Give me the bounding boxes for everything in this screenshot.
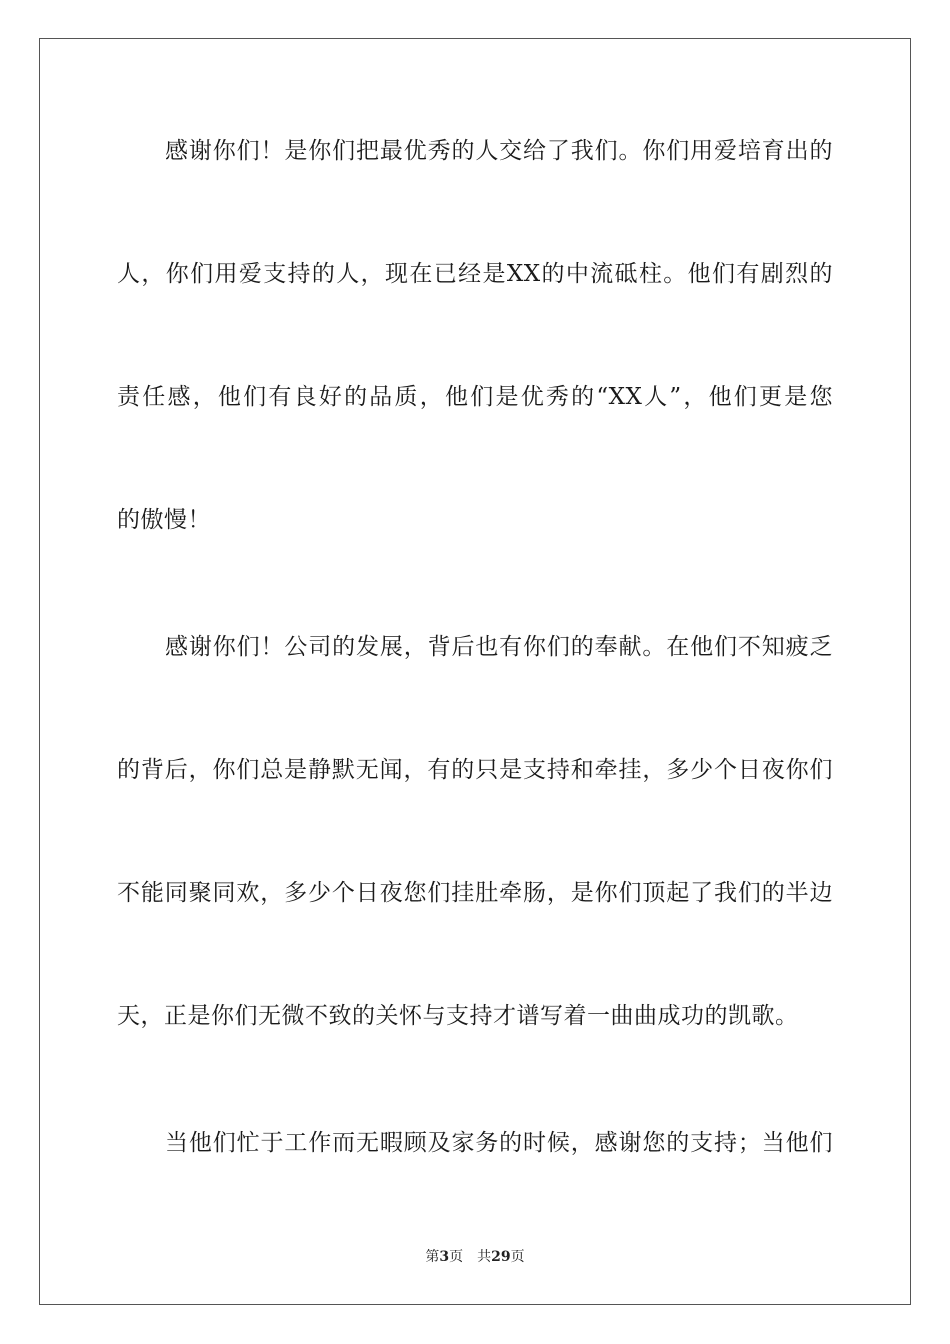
page-border [39,38,911,1305]
page-suffix: 页 [449,1249,464,1265]
paragraph-1-line-2: 人，你们用爱支持的人，现在已经是XX的中流砥柱。他们有剧烈的 [117,261,833,287]
paragraph-3-line-1: 当他们忙于工作而无暇顾及家务的时候，感谢您的支持；当他们 [165,1130,833,1156]
paragraph-2-line-2: 的背后，你们总是静默无闻，有的只是支持和牵挂，多少个日夜你们 [117,757,833,783]
total-pages: 29 [491,1249,511,1265]
paragraph-1-line-3: 责任感，他们有良好的品质，他们是优秀的“XX人”，他们更是您 [117,384,833,410]
paragraph-2-line-4: 天，正是你们无微不致的关怀与支持才谱写着一曲曲成功的凯歌。 [117,1003,799,1029]
paragraph-2-line-3: 不能同聚同欢，多少个日夜您们挂肚牵肠，是你们顶起了我们的半边 [117,880,833,906]
page-footer [0,1248,950,1266]
total-prefix: 共 [477,1249,492,1265]
paragraph-1-line-1: 感谢你们！是你们把最优秀的人交给了我们。你们用爱培育出的 [165,138,833,164]
paragraph-2-line-1: 感谢你们！公司的发展，背后也有你们的奉献。在他们不知疲乏 [165,634,833,660]
paragraph-1-line-4: 的傲慢！ [117,507,211,533]
total-suffix: 页 [510,1249,525,1265]
page-prefix: 第 [425,1249,440,1265]
page-number: 3 [439,1249,450,1265]
